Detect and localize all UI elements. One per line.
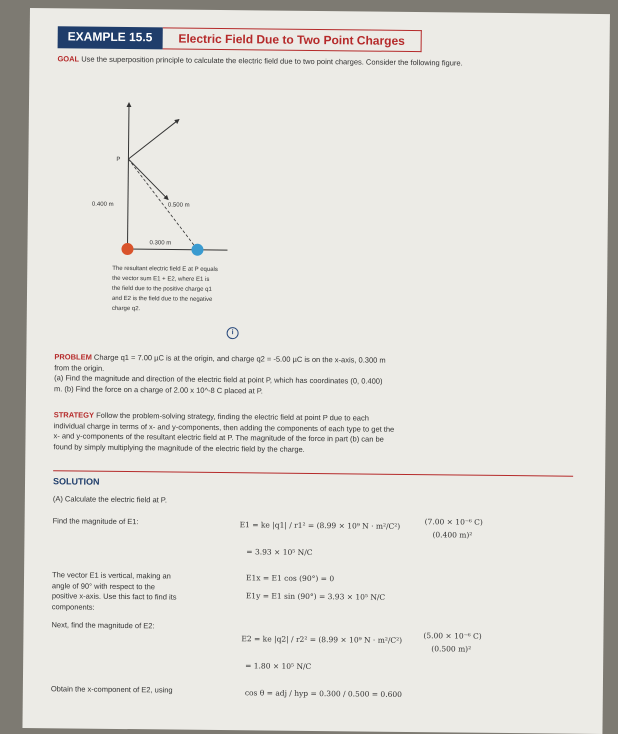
eq3-numerator: (5.00 × 10⁻⁶ C) — [423, 631, 481, 641]
caption-line: the vector sum E1 + E2, where E1 is — [112, 274, 282, 286]
strategy-line: x- and y-components of the resultant electric field at P. The magnitude of the force in part (b) can be — [53, 431, 523, 446]
example-header — [58, 26, 422, 52]
distance-0-300: 0.300 m — [150, 240, 172, 246]
eq2b: E1y = E1 sin (90°) = 3.93 × 10⁵ N/C — [246, 591, 385, 601]
step2-line: angle of 90° with respect to the — [52, 581, 222, 593]
e-resultant-vector — [128, 119, 178, 160]
problem-paragraph — [54, 352, 524, 399]
problem-line: (a) Find the magnitude and direction of the electric field at point P, which has coordinates (0, 0.400) — [54, 373, 524, 388]
part-a-heading: (A) Calculate the electric field at P. — [53, 494, 167, 506]
step2-line: components: — [52, 602, 222, 614]
caption-line: The resultant electric field E at P equals — [112, 264, 282, 276]
problem-line: m. (b) Find the force on a charge of 2.00 x 10^-8 C placed at P. — [54, 384, 524, 399]
figure-caption — [112, 264, 283, 316]
eq4: cos θ = adj / hyp = 0.300 / 0.500 = 0.600 — [245, 688, 402, 699]
goal-text: Use the superposition principle to calculate the electric field due to two point charges. Consider the following figure. — [81, 55, 463, 68]
strategy-label: STRATEGY — [54, 410, 94, 419]
problem-label: PROBLEM — [54, 352, 92, 361]
step2-text — [52, 570, 222, 614]
strategy-line: individual charge in terms of x- and y-components, then adding the components of each type to get the — [54, 421, 524, 436]
step2-line: The vector E1 is vertical, making an — [52, 570, 222, 582]
goal-label: GOAL — [57, 54, 79, 63]
figure-y-axis — [127, 109, 128, 249]
step3-text: Next, find the magnitude of E2: — [51, 620, 154, 632]
charges-figure — [87, 99, 259, 276]
point-p-label: P — [116, 157, 120, 163]
info-circle-icon[interactable]: i — [227, 327, 239, 339]
step1-text: Find the magnitude of E1: — [53, 516, 139, 527]
eq1-result: = 3.93 × 10⁵ N/C — [246, 547, 312, 557]
distance-0-400: 0.400 m — [92, 202, 114, 208]
problem-line: from the origin. — [54, 363, 524, 378]
example-number: EXAMPLE 15.5 — [58, 26, 163, 49]
solution-divider — [53, 470, 573, 476]
eq3-lhs: E2 = ke |q2| / r2² = (8.99 × 10⁹ N · m²/C²) — [241, 634, 402, 645]
eq3-result: = 1.80 × 10⁵ N/C — [245, 661, 311, 671]
eq1-denominator: (0.400 m)² — [432, 530, 472, 539]
step4-text: Obtain the x-component of E2, using — [51, 684, 173, 696]
q2-charge — [191, 244, 203, 256]
textbook-page — [22, 8, 610, 734]
problem-line: Charge q1 = 7.00 µC is at the origin, and charge q2 = -5.00 µC is on the x-axis, 0.300 m — [94, 353, 386, 365]
strategy-paragraph — [53, 410, 523, 457]
example-title: Electric Field Due to Two Point Charges — [162, 27, 422, 52]
caption-line: charge q2. — [112, 304, 282, 316]
eq3-denominator: (0.500 m)² — [431, 644, 471, 653]
strategy-line: found by simply multiplying the magnitude of the electric field by the charge. — [53, 442, 523, 457]
strategy-line: Follow the problem-solving strategy, finding the electric field at point P due to each — [96, 411, 369, 423]
step2-line: positive x-axis. Use this fact to find its — [52, 591, 222, 603]
distance-0-500: 0.500 m — [168, 202, 190, 208]
solution-label: SOLUTION — [53, 476, 100, 487]
caption-line: the field due to the positive charge q1 — [112, 284, 282, 296]
eq1-numerator: (7.00 × 10⁻⁶ C) — [425, 517, 483, 527]
figure-x-axis — [127, 249, 227, 250]
eq1-lhs: E1 = ke |q1| / r1² = (8.99 × 10⁹ N · m²/C²) — [240, 520, 401, 531]
q1-charge — [121, 243, 133, 255]
e2-vector — [128, 159, 168, 199]
eq2a: E1x = E1 cos (90°) = 0 — [246, 573, 334, 583]
goal-paragraph — [57, 54, 507, 69]
caption-line: and E2 is the field due to the negative — [112, 294, 282, 306]
